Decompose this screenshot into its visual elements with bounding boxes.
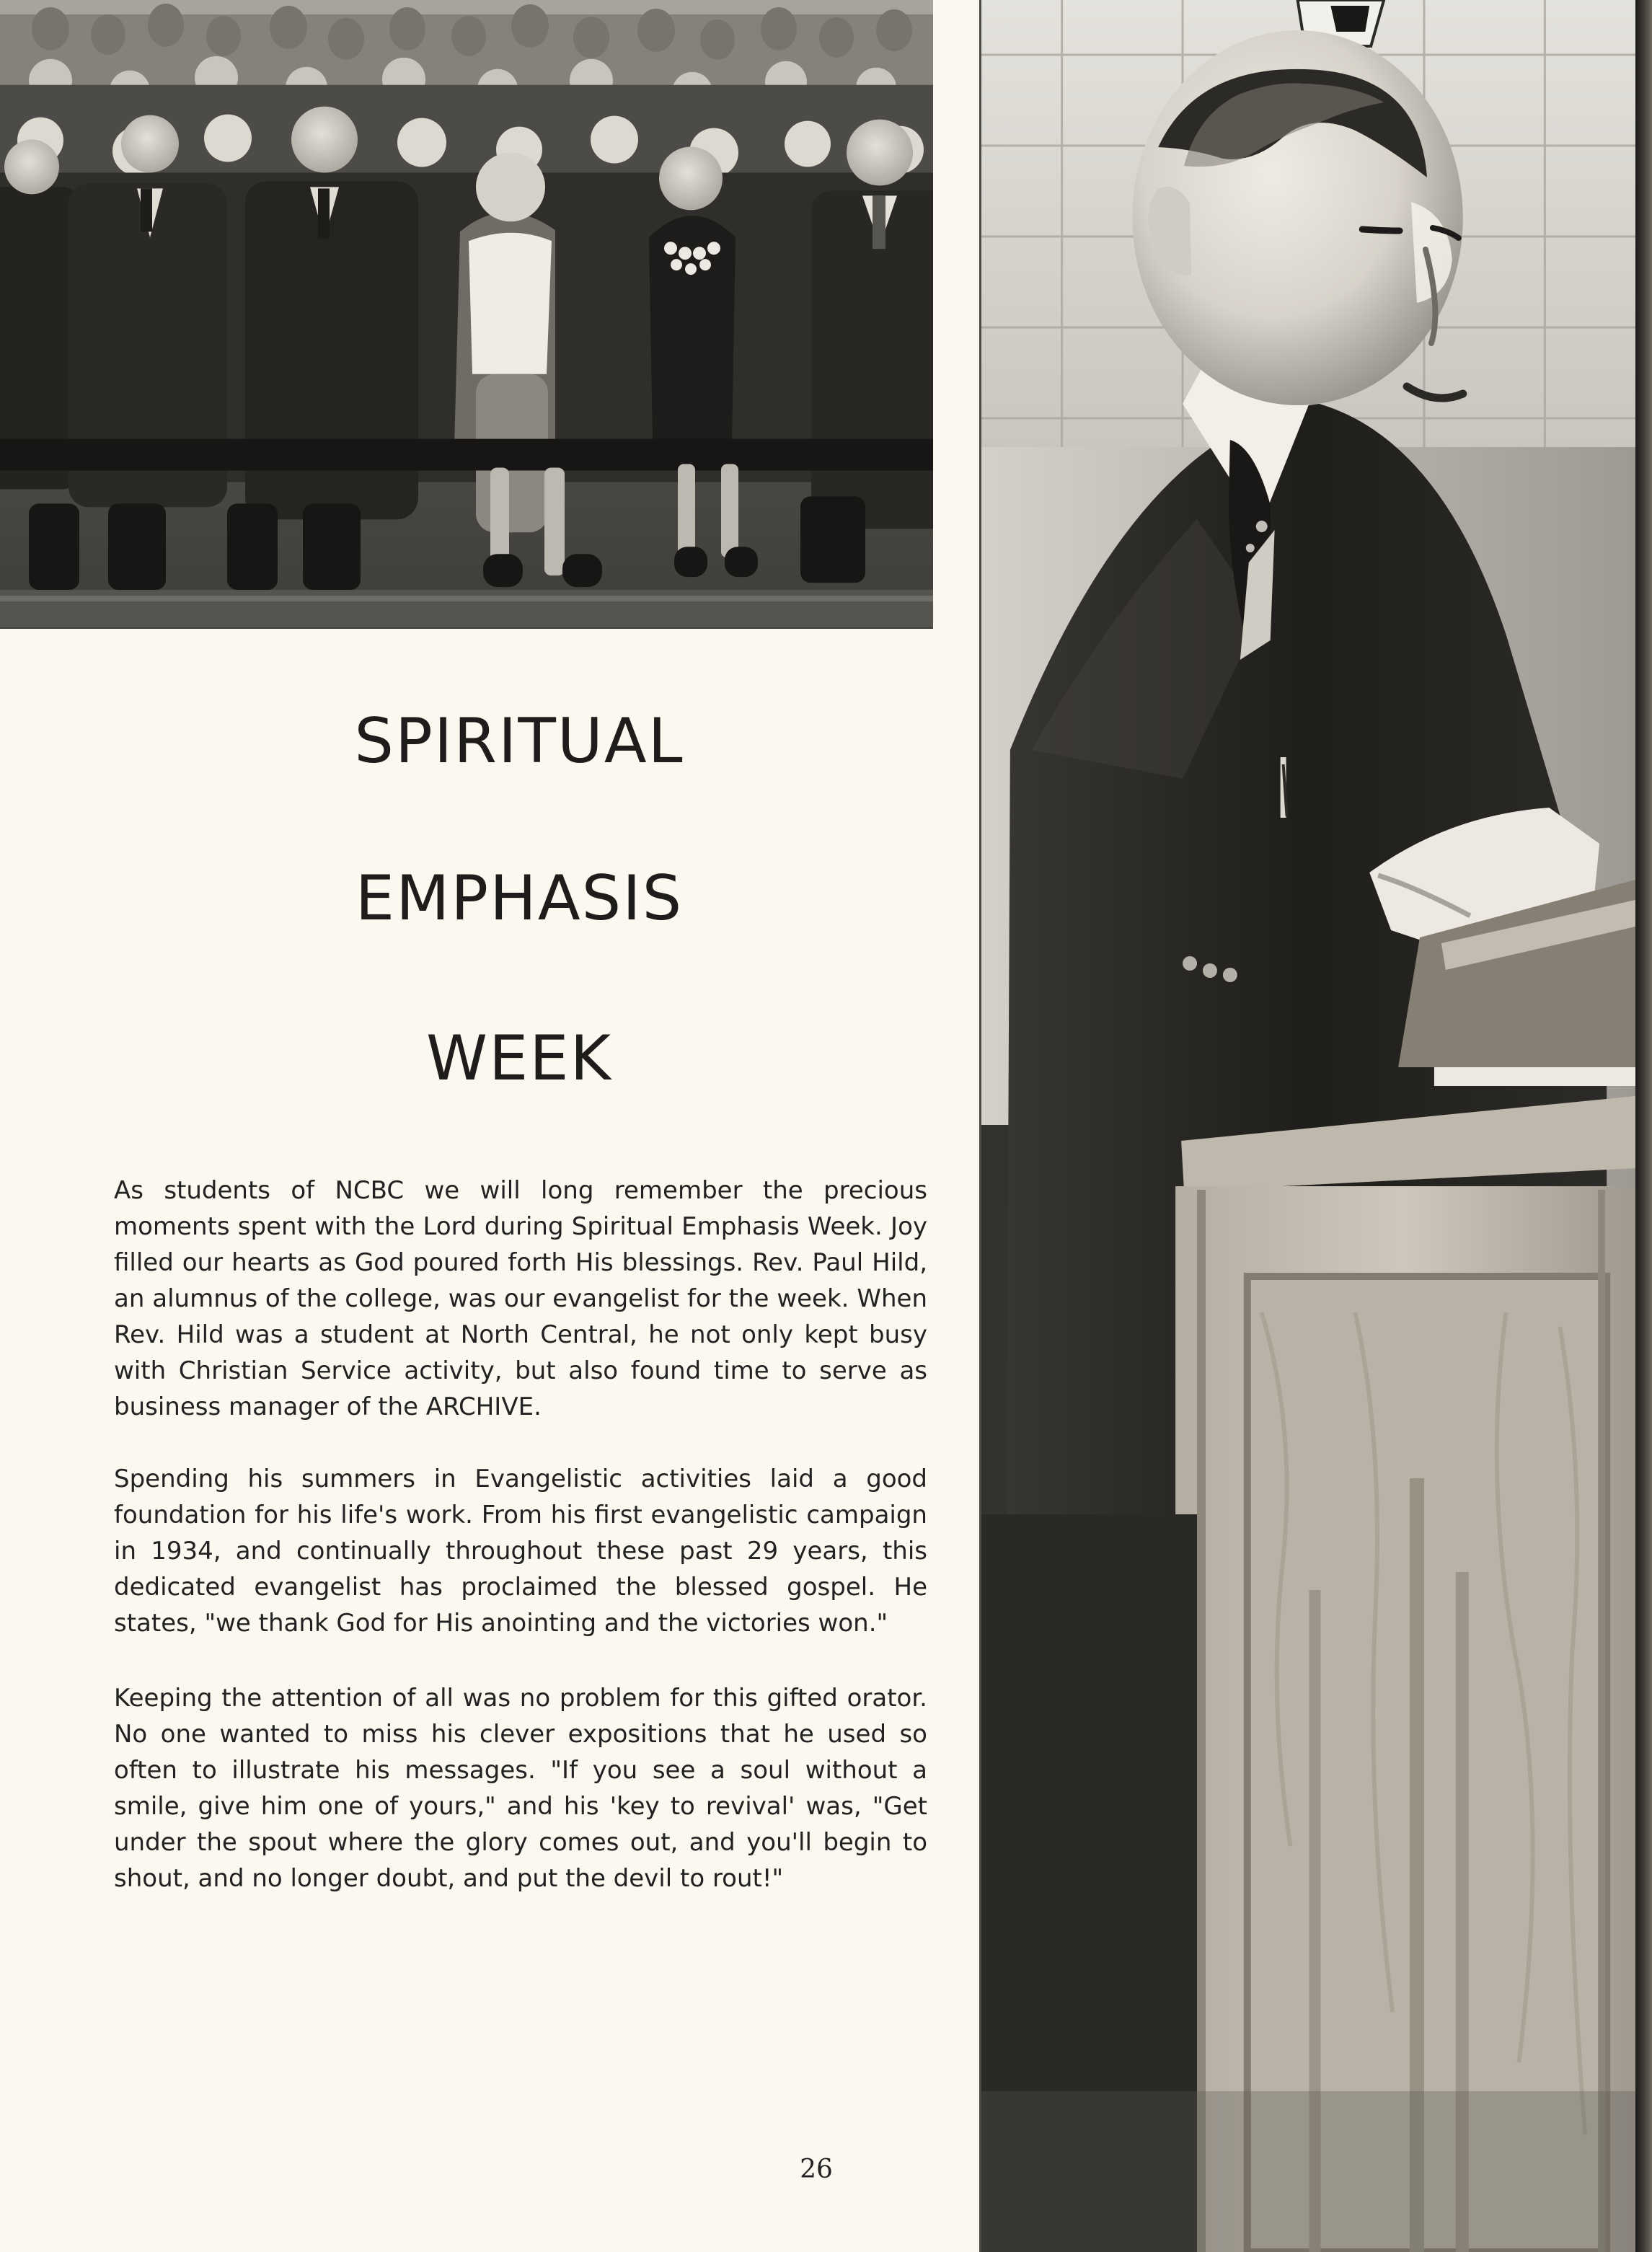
audience-photo [0, 0, 933, 629]
paragraph-3: Keeping the attention of all was no problem for this gifted orator. No one wanted to miss his clever expositions that he used so often to illustrate his messages. "If you see a soul without a smile, give him one of yours," and his 'key to revival' was, "Get under the spout where the glory comes out, and you'll begin to shout, and no longer doubt, and put the devil to rout!" [114, 1684, 927, 1893]
paragraph-1: As students of NCBC we will long remember the precious moments spent with the Lord during Spiritual Emphasis Week. Joy filled our hearts as God poured forth His blessings. Rev. Paul Hild, an alumnus of the college, was our evangelist for the week. When Rev. Hild was a student at North Central, he not only kept busy with Christian Service activity, but also found time to serve as business manager of the ARCHIVE. [114, 1176, 927, 1421]
title-line-3: WEEK [425, 1023, 613, 1095]
page-edge [1635, 0, 1652, 2252]
page-number: 26 [800, 2155, 833, 2184]
preacher-photo [979, 0, 1635, 2252]
title-line-2: EMPHASIS [355, 862, 684, 935]
paragraph-2: Spending his summers in Evangelistic activities laid a good foundation for his life's work. From his first evangelistic campaign in 1934, and continually throughout these past 29 years, this dedicated evangelist has proclaimed the blessed gospel. He states, "we thank God for His anointing and the victories won." [114, 1465, 927, 1638]
title-line-1: SPIRITUAL [354, 705, 684, 777]
